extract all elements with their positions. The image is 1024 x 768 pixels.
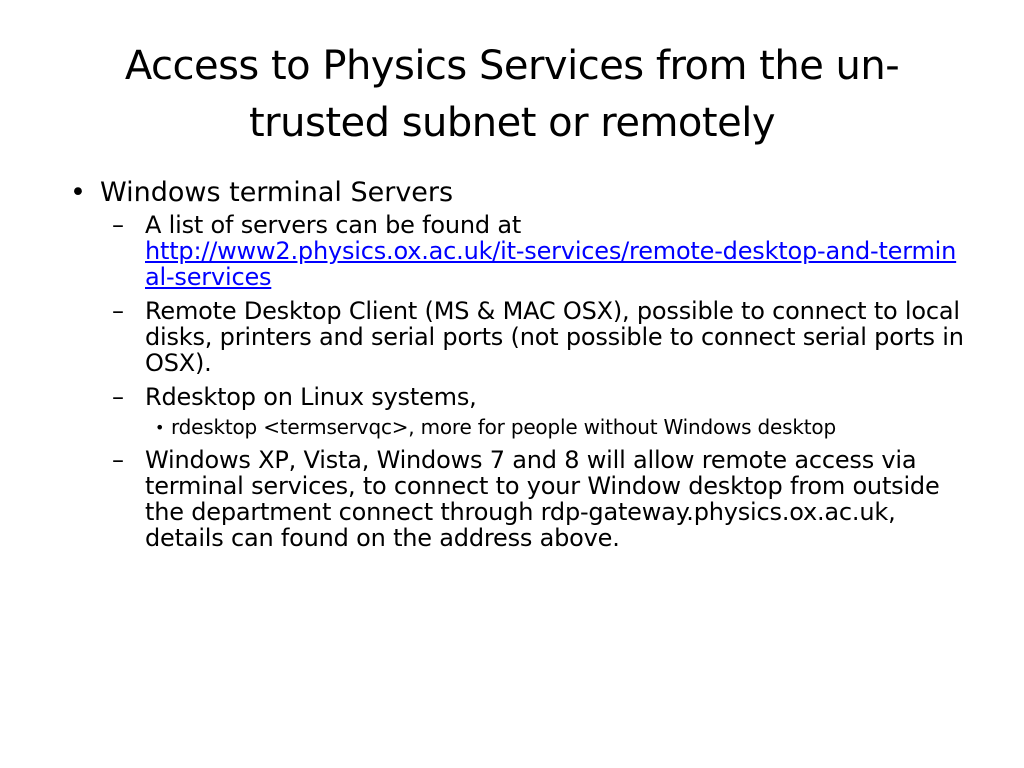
bullet-level3 (60, 416, 970, 439)
bullet-text: A list of servers can be found at (145, 211, 522, 239)
bullet-text: Windows terminal Servers (100, 177, 454, 208)
slide-body (60, 176, 970, 551)
dash-marker: – (112, 297, 124, 325)
remote-desktop-link[interactable]: http://www2.physics.ox.ac.uk/it-services/remote-desktop-and-terminal-services (145, 237, 957, 291)
dash-marker: – (112, 383, 124, 411)
dash-marker: – (112, 446, 124, 474)
bullet-marker: • (70, 177, 86, 208)
dash-marker: – (112, 211, 124, 239)
bullet-level2 (60, 447, 970, 551)
slide-title: Access to Physics Services from the un-trusted subnet or remotely (124, 43, 900, 146)
bullet-text: rdesktop <termservqc>, more for people without Windows desktop (171, 415, 836, 439)
bullet-marker: • (155, 418, 165, 437)
bullet-text: Rdesktop on Linux systems, (145, 383, 477, 411)
bullet-text: Remote Desktop Client (MS & MAC OSX), possible to connect to local disks, printers and serial ports (not possible to connect serial ports in OSX). (145, 297, 964, 377)
bullet-text: Windows XP, Vista, Windows 7 and 8 will allow remote access via terminal services, to connect to your Window desktop from outside the department connect through rdp-gateway.physics.ox.ac.uk, details can found on the address above. (145, 446, 940, 552)
bullet-level2 (60, 298, 970, 376)
bullet-level2 (60, 212, 970, 290)
bullet-level1 (60, 176, 970, 210)
bullet-level2 (60, 384, 970, 410)
